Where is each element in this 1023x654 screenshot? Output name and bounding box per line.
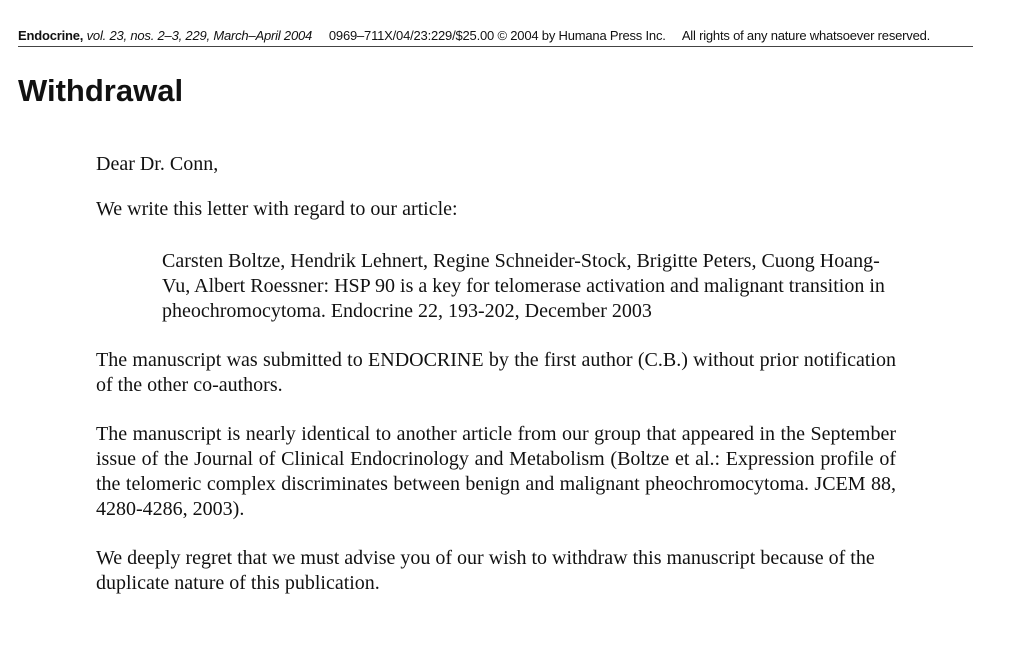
- issn-copyright: 0969–711X/04/23:229/$25.00 © 2004 by Humana Press Inc.: [328, 28, 666, 43]
- article-reference: Carsten Boltze, Hendrik Lehnert, Regine Schneider-Stock, Brigitte Peters, Cuong Hoang-Vu, Albert Roessner: HSP 90 is a key for telomerase activation and malignant transition in pheochromocytoma. Endocrine 22, 193-202, December 2003: [162, 250, 885, 322]
- salutation: Dear Dr. Conn,: [96, 153, 219, 175]
- page-title: Withdrawal: [18, 73, 184, 108]
- header-rule: [18, 46, 973, 47]
- paragraph-submission: The manuscript was submitted to ENDOCRINE by the first author (C.B.) without prior notification of the other co-authors.: [96, 349, 896, 396]
- paragraph-duplicate: The manuscript is nearly identical to another article from our group that appeared in the September issue of the Journal of Clinical Endocrinology and Metabolism (Boltze et al.: Expression profile of the telomeric complex discriminates between benign and malignant pheochromocytoma. JCEM 88, 4280-4286, 2003).: [96, 423, 896, 520]
- volume-citation: vol. 23, nos. 2–3, 229, March–April 2004: [86, 28, 313, 43]
- intro-paragraph: We write this letter with regard to our article:: [96, 198, 458, 220]
- rights-notice: All rights of any nature whatsoever reserved.: [681, 28, 931, 43]
- running-header: [18, 28, 973, 44]
- journal-name: Endocrine,: [18, 28, 84, 43]
- letter-body: [96, 152, 896, 596]
- paragraph-withdraw: We deeply regret that we must advise you of our wish to withdraw this manuscript because of the duplicate nature of this publication.: [96, 547, 875, 594]
